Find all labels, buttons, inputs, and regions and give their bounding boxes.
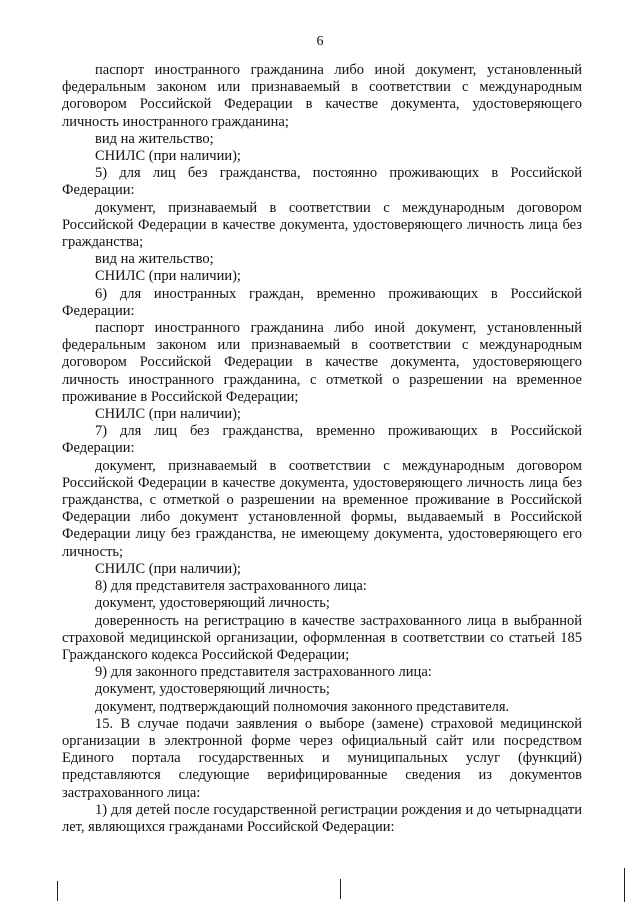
scan-artifact-line	[340, 879, 341, 899]
paragraph: СНИЛС (при наличии);	[95, 406, 241, 423]
paragraph: документ, удостоверяющий личность;	[95, 681, 330, 698]
paragraph: паспорт иностранного гражданина либо иной документ, установленный федеральным законом или признаваемый в соответствии с международным договором Российской Федерации в качестве документа, удостоверяющего личность иностранного гражданина;	[62, 62, 582, 130]
document-body	[62, 62, 582, 836]
paragraph: 6) для иностранных граждан, временно проживающих в Российской Федерации:	[62, 285, 582, 319]
paragraph: паспорт иностранного гражданина либо иной документ, установленный федеральным законом или признаваемый в соответствии с международным договором Российской Федерации в качестве документа, удостоверяющего личность иностранного гражданина, с отметкой о разрешении на временное проживание в Российской Федерации;	[62, 320, 582, 405]
paragraph: 1) для детей после государственной регистрации рождения и до четырнадцати лет, являющихся гражданами Российской Федерации:	[62, 801, 582, 835]
paragraph: доверенность на регистрацию в качестве застрахованного лица в выбранной страховой медицинской организации, оформленная в соответствии со статьей 185 Гражданского кодекса Российской Федерации;	[62, 612, 582, 663]
paragraph: 8) для представителя застрахованного лица:	[95, 578, 367, 595]
paragraph: СНИЛС (при наличии);	[95, 268, 241, 285]
paragraph: 9) для законного представителя застрахованного лица:	[95, 664, 432, 681]
paragraph: вид на жительство;	[95, 251, 214, 268]
paragraph: СНИЛС (при наличии);	[95, 148, 241, 165]
paragraph: 5) для лиц без гражданства, постоянно проживающих в Российской Федерации:	[62, 165, 582, 199]
paragraph: вид на жительство;	[95, 130, 214, 147]
paragraph: 7) для лиц без гражданства, временно проживающих в Российской Федерации:	[62, 423, 582, 457]
paragraph: документ, удостоверяющий личность;	[95, 595, 330, 612]
paragraph: документ, подтверждающий полномочия законного представителя.	[95, 698, 510, 715]
scan-artifact-line	[57, 881, 58, 901]
paragraph: 15. В случае подачи заявления о выборе (замене) страховой медицинской организации в электронной форме через официальный сайт или посредством Единого портала государственных и муниципальных услуг (функций) представляются следующие верифицированные сведения из документов застрахованного лица:	[62, 715, 582, 801]
scan-artifact-line	[624, 868, 625, 902]
page-number: 6	[316, 34, 324, 49]
paragraph: СНИЛС (при наличии);	[95, 560, 241, 577]
paragraph: документ, признаваемый в соответствии с международным договором Российской Федерации в качестве документа, удостоверяющего личность лица без гражданства;	[62, 199, 582, 251]
paragraph: документ, признаваемый в соответствии с международным договором Российской Федерации в качестве документа, удостоверяющего личность лица без гражданства, с отметкой о разрешении на временное проживание в Российской Федерации либо документ установленной формы, выдаваемый в Российской Федерации лицу без гражданства, не имеющему документа, удостоверяющего его личность;	[62, 457, 582, 560]
